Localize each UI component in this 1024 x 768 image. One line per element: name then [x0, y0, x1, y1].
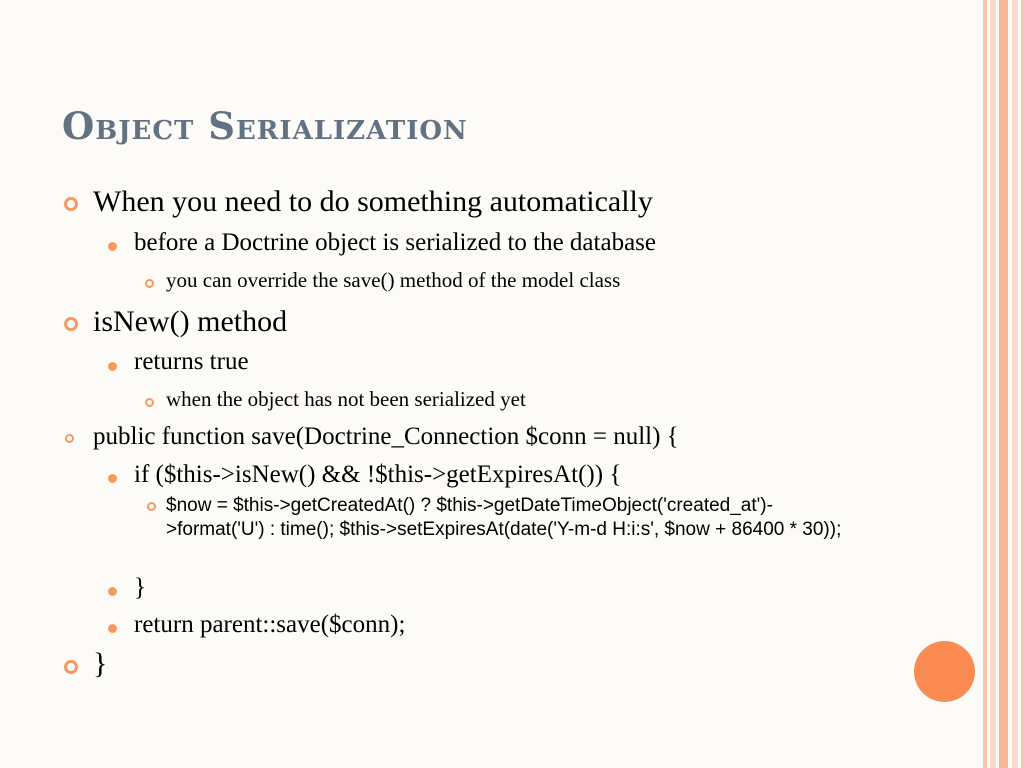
stripe	[990, 0, 996, 768]
bullet-level2: before a Doctrine object is serialized to the database	[134, 229, 656, 256]
small-ring-bullet-icon	[145, 279, 154, 288]
bullet-level3: you can override the save() method of the model class	[166, 268, 621, 292]
stripe	[1012, 0, 1018, 768]
decorative-circle	[914, 641, 975, 702]
bullet-level3-code: $now = $this->getCreatedAt() ? $this->getDateTimeObject('created_at')->format('U') : time(); $this->setExpiresAt(date('Y-m-d H:i:s', $now + 86400 * 30));	[166, 495, 842, 540]
bullet-level1: When you need to do something automatically	[93, 185, 653, 218]
bullet-level1: isNew() method	[93, 305, 288, 338]
right-edge-stripes	[978, 0, 1024, 768]
ring-bullet-icon	[64, 197, 78, 211]
dot-bullet-icon	[108, 624, 117, 633]
dot-bullet-icon	[108, 362, 117, 371]
stripe	[983, 0, 987, 768]
small-ring-bullet-icon	[145, 398, 154, 407]
small-ring-bullet-icon	[147, 502, 156, 511]
stripe	[999, 0, 1008, 768]
bullet-level2: returns true	[134, 348, 249, 375]
bullet-level3: when the object has not been serialized yet	[166, 387, 526, 411]
ring-bullet-icon	[64, 317, 78, 331]
bullet-level2: }	[134, 574, 146, 601]
bullet-level1: public function save(Doctrine_Connection $conn = null) {	[93, 423, 679, 450]
ring-bullet-icon	[64, 660, 78, 674]
bullet-level2: return parent::save($conn);	[134, 611, 406, 638]
slide-title: Object Serialization	[62, 104, 468, 148]
bullet-level1: }	[93, 647, 108, 680]
ring-bullet-icon	[65, 434, 74, 443]
dot-bullet-icon	[108, 474, 117, 483]
bullet-level2: if ($this->isNew() && !$this->getExpiresAt()) {	[134, 461, 622, 488]
dot-bullet-icon	[108, 242, 117, 251]
dot-bullet-icon	[108, 587, 117, 596]
